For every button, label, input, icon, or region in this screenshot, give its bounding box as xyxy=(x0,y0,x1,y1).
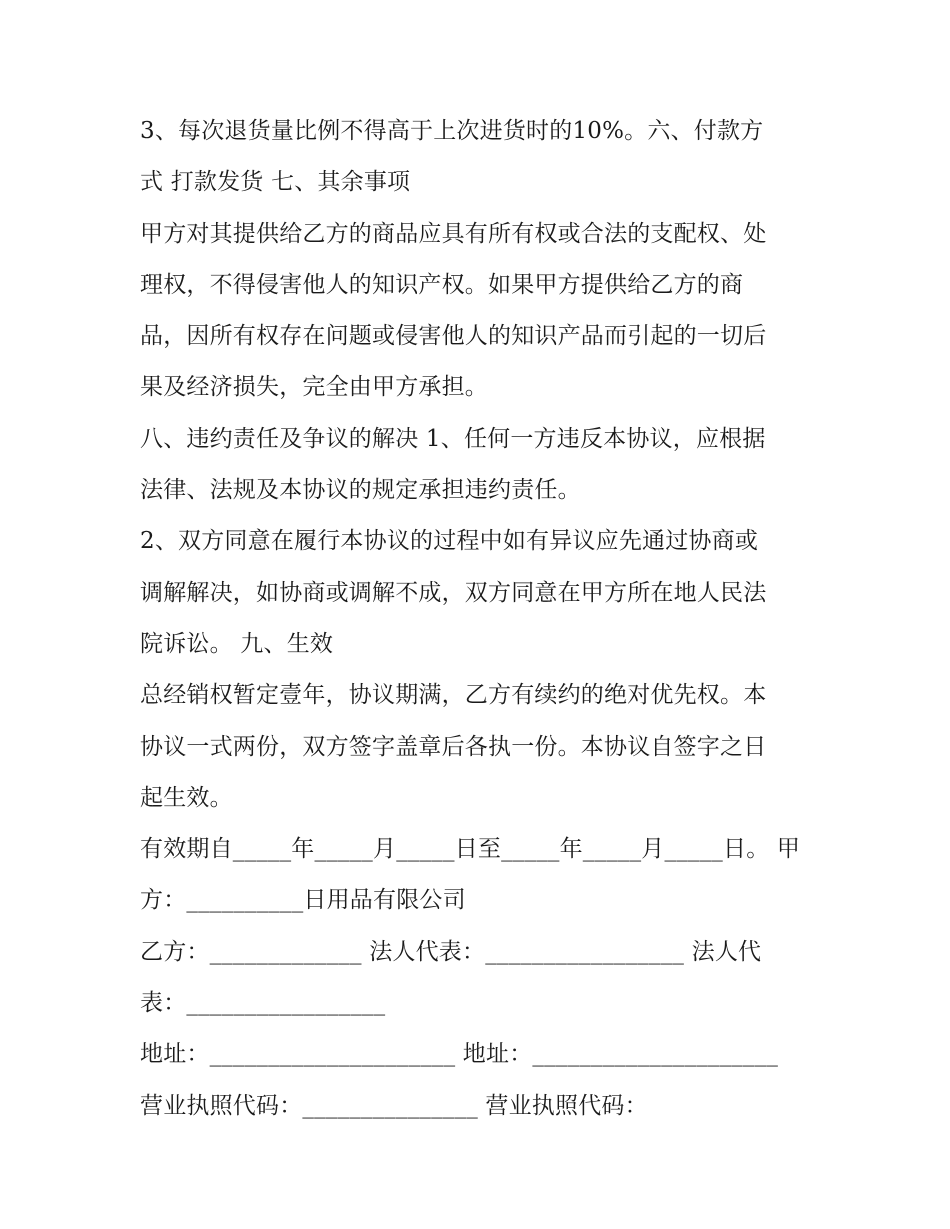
text-line-11: 院诉讼。 九、生效 xyxy=(140,630,334,657)
document-page xyxy=(140,106,820,1132)
text-line-19: 地址：_____________________ 地址：_____________________ xyxy=(140,1041,779,1068)
text-line-14: 起生效。 xyxy=(140,784,233,811)
text-line-9: 2、双方同意在履行本协议的过程中如有异议应先通过协商或 xyxy=(140,528,759,555)
text-line-20: 营业执照代码：_______________ 营业执照代码： xyxy=(140,1092,648,1119)
text-line-17: 乙方：_____________ 法人代表：_________________ 法人代 xyxy=(140,938,762,965)
text-line-1: 3、每次退货量比例不得高于上次进货时的10%。六、付款方 xyxy=(140,118,764,144)
text-line-15: 有效期自_____年_____月_____日至_____年_____月_____日。 甲 xyxy=(140,836,801,863)
text-line-6: 果及经济损失，完全由甲方承担。 xyxy=(140,374,488,401)
text-line-7: 八、违约责任及争议的解决 1、任何一方违反本协议，应根据 xyxy=(140,425,766,452)
text-line-4: 理权，不得侵害他人的知识产权。如果甲方提供给乙方的商 xyxy=(140,271,744,298)
text-line-12: 总经销权暂定壹年，协议期满，乙方有续约的绝对优先权。本 xyxy=(140,682,767,709)
text-line-18: 表：_________________ xyxy=(140,990,386,1017)
text-line-16: 方：__________日用品有限公司 xyxy=(140,887,466,914)
text-line-3: 甲方对其提供给乙方的商品应具有所有权或合法的支配权、处 xyxy=(140,220,767,247)
text-line-10: 调解解决，如协商或调解不成，双方同意在甲方所在地人民法 xyxy=(140,579,767,606)
text-line-5: 品，因所有权存在问题或侵害他人的知识产品而引起的一切后 xyxy=(140,323,767,350)
text-line-8: 法律、法规及本协议的规定承担违约责任。 xyxy=(140,477,581,504)
text-line-13: 协议一式两份，双方签字盖章后各执一份。本协议自签字之日 xyxy=(140,733,767,760)
text-line-2: 式 打款发货 七、其余事项 xyxy=(140,169,411,196)
